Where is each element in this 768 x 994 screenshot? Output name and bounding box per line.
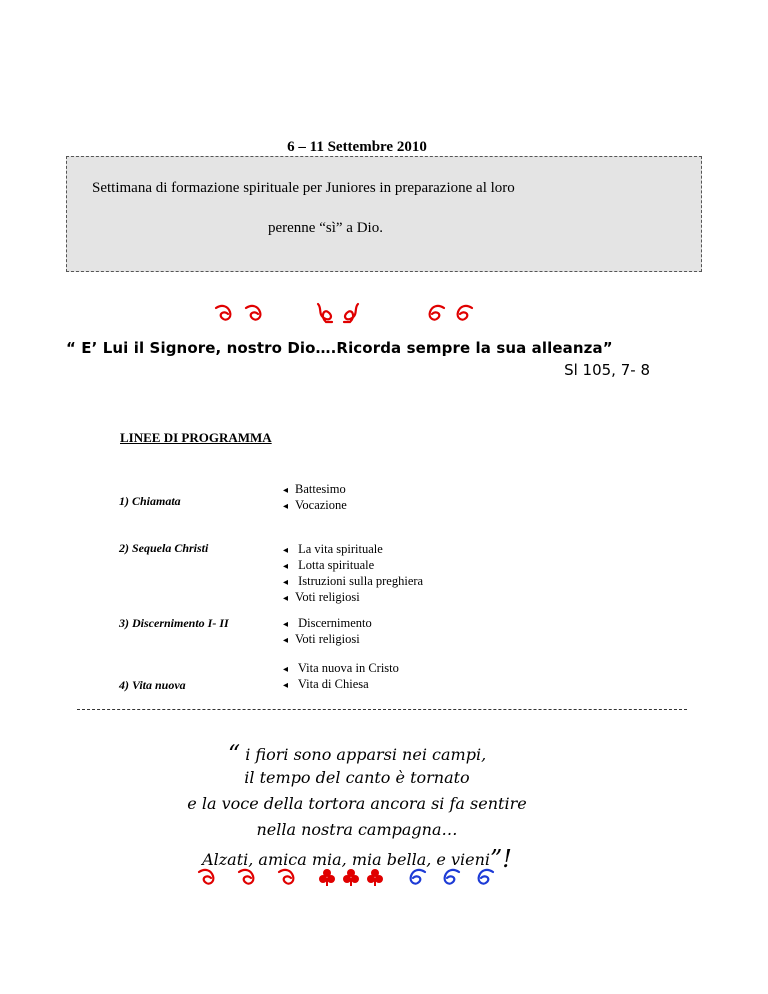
poem-line-5: Alzati, amica mia, mia bella, e vieni”!	[202, 845, 512, 873]
poem-line-3: e la voce della tortora ancora si fa sentire	[187, 794, 527, 813]
leaf-left-icon	[239, 870, 253, 884]
arrow-bullet-icon: ◂	[283, 635, 289, 646]
list-item: ◂ Vita nuova in Cristo	[283, 661, 399, 675]
list-item: ◂ La vita spirituale	[283, 542, 383, 556]
section-items-vita-nuova	[283, 661, 399, 693]
scripture-quote: “ E’ Lui il Signore, nostro Dio….Ricorda sempre la sua alleanza”	[66, 339, 613, 357]
leaf-right-icon	[479, 870, 493, 884]
event-date: 6 – 11 Settembre 2010	[287, 139, 427, 155]
intro-text-line-1: Settimana di formazione spirituale per Juniores in preparazione al loro	[92, 180, 515, 196]
arrow-bullet-icon: ◂	[283, 485, 289, 496]
club-icon	[367, 869, 383, 886]
list-item: ◂ Vocazione	[283, 498, 347, 512]
intro-text-line-2: perenne “sì” a Dio.	[268, 220, 383, 236]
club-icon	[343, 869, 359, 886]
ornament-row-top	[212, 300, 512, 328]
section-title-chiamata: 1) Chiamata	[119, 494, 181, 508]
section-title-sequela: 2) Sequela Christi	[119, 541, 209, 555]
leaf-left-icon	[246, 306, 260, 320]
list-item: ◂ Istruzioni sulla preghiera	[283, 574, 424, 588]
section-items-sequela	[283, 542, 423, 606]
list-item: ◂ Voti religiosi	[283, 590, 360, 604]
leaf-right-icon	[445, 870, 459, 884]
arrow-bullet-icon: ◂	[283, 680, 289, 691]
list-item: ◂ Discernimento	[283, 616, 372, 630]
poem-line-4: nella nostra campagna…	[256, 820, 458, 839]
list-item: ◂ Battesimo	[283, 482, 346, 496]
leaf-right-icon	[458, 306, 472, 320]
leaf-left-icon	[199, 870, 213, 884]
section-items-discernimento	[283, 616, 372, 648]
arrow-bullet-icon: ◂	[283, 619, 289, 630]
dashed-separator	[77, 709, 687, 710]
club-icon	[319, 869, 335, 886]
list-item: ◂ Lotta spirituale	[283, 558, 375, 572]
list-item: ◂ Voti religiosi	[283, 632, 360, 646]
leaf-right-icon	[430, 306, 444, 320]
poem-line-2: il tempo del canto è tornato	[244, 768, 470, 787]
poem-line-1: “ i fiori sono apparsi nei campi,	[227, 740, 487, 768]
arrow-bullet-icon: ◂	[283, 593, 289, 604]
arrow-bullet-icon: ◂	[283, 545, 289, 556]
section-title-discernimento: 3) Discernimento I- II	[119, 616, 229, 630]
ornament-row-bottom	[195, 864, 515, 892]
arrow-bullet-icon: ◂	[283, 577, 289, 588]
knot-right-icon	[344, 304, 358, 322]
arrow-bullet-icon: ◂	[283, 501, 289, 512]
leaf-left-icon	[216, 306, 230, 320]
program-heading: LINEE DI PROGRAMMA	[120, 430, 272, 445]
section-items-chiamata	[283, 482, 347, 514]
arrow-bullet-icon: ◂	[283, 664, 289, 675]
list-item: ◂ Vita di Chiesa	[283, 677, 369, 691]
leaf-right-icon	[411, 870, 425, 884]
intro-box	[66, 156, 702, 272]
arrow-bullet-icon: ◂	[283, 561, 289, 572]
leaf-left-icon	[279, 870, 293, 884]
scripture-reference: Sl 105, 7- 8	[564, 361, 650, 379]
section-title-vita-nuova: 4) Vita nuova	[119, 678, 186, 692]
knot-left-icon	[318, 304, 332, 322]
